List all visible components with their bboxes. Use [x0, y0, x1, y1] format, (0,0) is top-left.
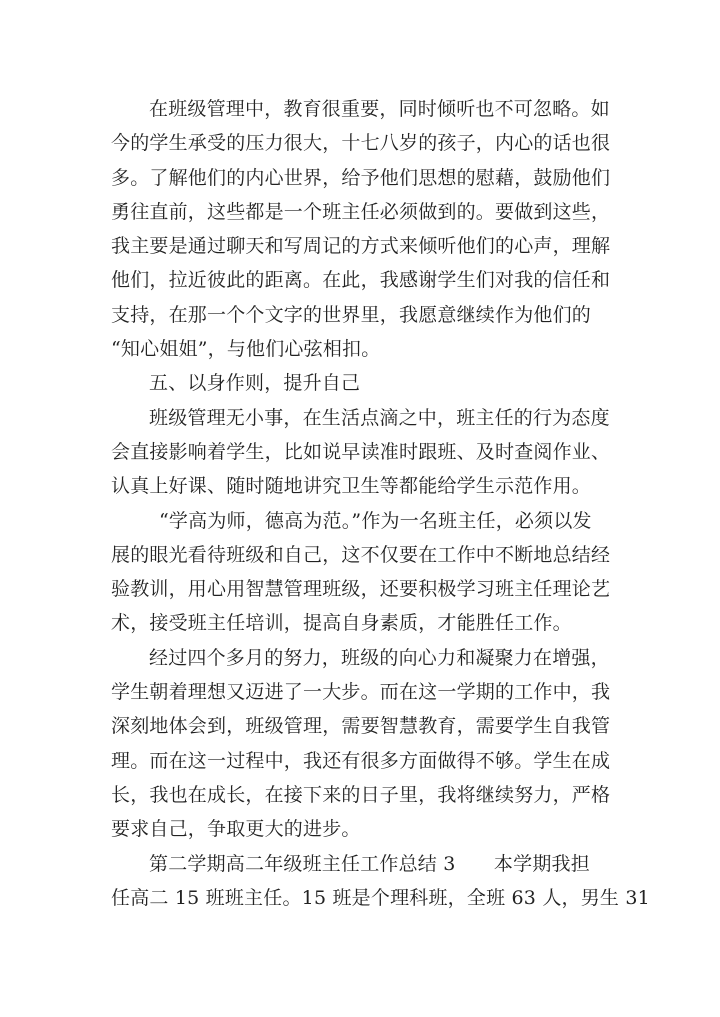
paragraph-line: 术，接受班主任培训，提高自身素质，才能胜任工作。 — [111, 612, 572, 635]
paragraph-line: 验教训，用心用智慧管理班级，还要积极学习班主任理论艺 — [111, 578, 611, 601]
paragraph-line: 长，我也在成长，在接下来的日子里，我将继续努力，严格 — [111, 783, 611, 806]
paragraph-line: 支持，在那一个个文字的世界里，我愿意继续作为他们的 — [111, 303, 592, 326]
paragraph-line: 他们，拉近彼此的距离。在此，我感谢学生们对我的信任和 — [111, 269, 611, 292]
paragraph-line: 理。而在这一过程中，我还有很多方面做得不够。学生在成 — [111, 749, 611, 772]
paragraph-line: 在班级管理中，教育很重要，同时倾听也不可忽略。如 — [149, 98, 610, 120]
section-heading: 五、以身作则，提升自己 — [149, 372, 361, 395]
paragraph-line: 会直接影响着学生，比如说早读准时跟班、及时查阅作业、 — [111, 440, 611, 463]
paragraph-line: 任高二 15 班班主任。15 班是个理科班，全班 63 人，男生 31 — [111, 886, 650, 909]
paragraph-line: 勇往直前，这些都是一个班主任必须做到的。要做到这些， — [111, 200, 611, 223]
paragraph-line: “学高为师，德高为范。”作为一名班主任，必须以发 — [159, 509, 592, 532]
paragraph-line: 展的眼光看待班级和自己，这不仅要在工作中不断地总结经 — [111, 543, 611, 566]
paragraph-line: 深刻地体会到，班级管理，需要智慧教育，需要学生自我管 — [111, 715, 611, 738]
paragraph-line: 学生朝着理想又迈进了一大步。而在这一学期的工作中，我 — [111, 681, 611, 704]
paragraph-line: 认真上好课、随时随地讲究卫生等都能给学生示范作用。 — [111, 475, 592, 498]
paragraph-line: 今的学生承受的压力很大，十七八岁的孩子，内心的话也很 — [111, 132, 611, 155]
paragraph-line: 班级管理无小事，在生活点滴之中，班主任的行为态度 — [149, 406, 610, 429]
section-title-line: 第二学期高二年级班主任工作总结 3 本学期我担 — [149, 852, 590, 875]
document-body — [111, 92, 650, 915]
paragraph-line: “知心姐姐”，与他们心弦相扣。 — [111, 338, 381, 361]
paragraph-line: 我主要是通过聊天和写周记的方式来倾听他们的心声，理解 — [111, 235, 611, 258]
paragraph-line: 要求自己，争取更大的进步。 — [111, 818, 361, 841]
paragraph-line: 多。了解他们的内心世界，给予他们思想的慰藉，鼓励他们 — [111, 166, 611, 189]
paragraph-line: 经过四个多月的努力，班级的向心力和凝聚力在增强， — [149, 646, 610, 669]
